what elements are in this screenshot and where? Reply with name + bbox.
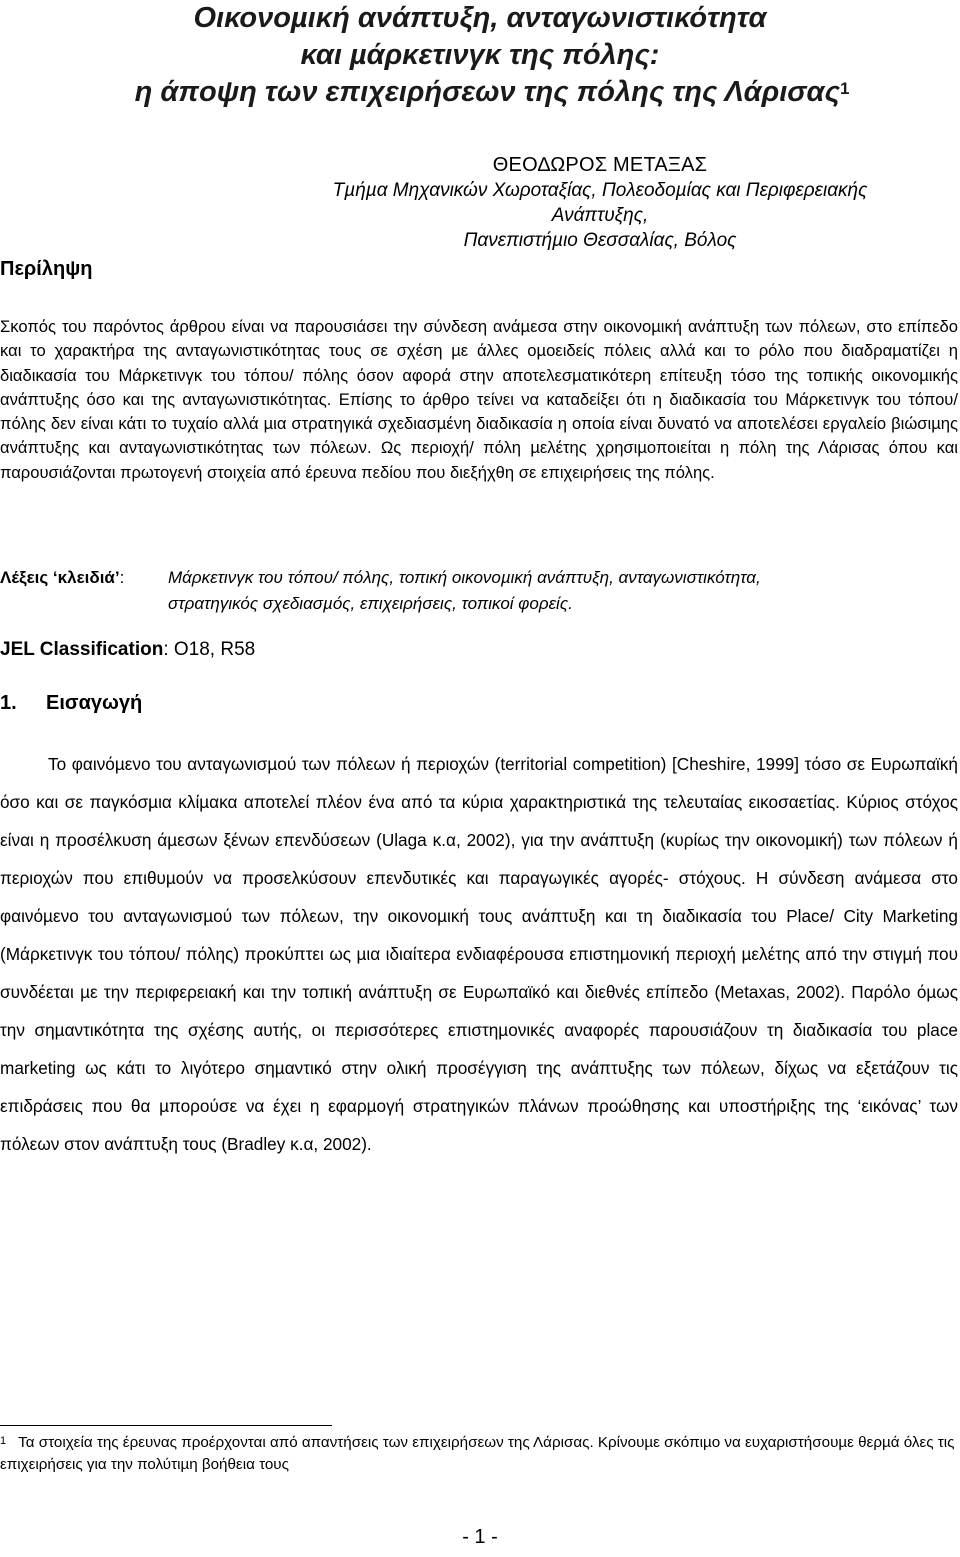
section-heading-introduction [0, 692, 142, 715]
title-line-3 [0, 74, 960, 111]
keywords-colon: : [119, 568, 125, 587]
keywords-label-group [0, 565, 168, 591]
keywords-label: Λέξεις ‘κλειδιά’ [0, 568, 120, 587]
section-title: Εισαγωγή [46, 692, 143, 714]
title-footnote-ref[interactable]: 1 [839, 79, 850, 98]
footnote [0, 1432, 958, 1476]
keywords-list-1: Μάρκετινγκ του τόπου/ πόλης, τοπική οικονοµική ανάπτυξη, ανταγωνιστικότητα, [168, 568, 761, 587]
keywords-line-1 [0, 565, 960, 591]
title-line-2: και µάρκετινγκ της πόλης: [300, 39, 660, 71]
author-affiliation-line-1: Τµήµα Μηχανικών Χωροταξίας, Πολεοδοµίας και Περιφερειακής Ανάπτυξης, [332, 180, 868, 226]
introduction-text [0, 745, 958, 1163]
title-line-3-text: η άποψη των επιχειρήσεων της πόλης της Λάρισας [134, 76, 840, 108]
jel-classification [0, 639, 255, 661]
section-number: 1. [0, 692, 17, 714]
abstract-heading: Περίληψη [0, 258, 93, 280]
footnote-text: Τα στοιχεία της έρευνας προέρχονται από απαντήσεις των επιχειρήσεων της Λάρισας. Κρίνουµε σκόπιµο να ευχαριστήσουµε θερµά όλες τις επιχειρήσεις για την πολύτιµη βοήθεια τους [0, 1434, 955, 1473]
abstract-text: Σκοπός του παρόντος άρθρου είναι να παρουσιάσει την σύνδεση ανάµεσα στην οικονοµική ανάπτυξη των πόλεων, στο επίπεδο και το χαρακτήρα της ανταγωνιστικότητας τους σε σχέση µε άλλες οµοειδείς πόλεις αλλά και το ρόλο που διαδραµατίζει η διαδικασία του Μάρκετινγκ του τόπου/ πόλης όσον αφορά στην αποτελεσµατικότερη επίτευξη τόσο της τοπικής οικονοµικής ανάπτυξης όσο και της ανταγωνιστικότητας. Επίσης το άρθρο τείνει να καταδείξει ότι η διαδικασία του Μάρκετινγκ του τόπου/ πόλης δεν είναι κάτι το τυχαίο αλλά µια στρατηγικά σχεδιασµένη διαδικασία η οποία είναι δυνατό να αποτελέσει εργαλείο βιώσιµης ανάπτυξης και ανταγωνιστικότητας των πόλεων. Ως περιοχή/ πόλη µελέτης χρησιµοποιείται η πόλη της Λάρισας όπου και παρουσιάζονται πρωτογενή στοιχεία από έρευνα πεδίου που διεξήχθη σε επιχειρήσεις της πόλης. [0, 317, 958, 482]
introduction-paragraph: Το φαινόµενο του ανταγωνισµού των πόλεων ή περιοχών (territorial competition) [Cheshire, 1999] τόσο σε Ευρωπαϊκή όσο και σε παγκόσµια κλίµακα αποτελεί πλέον ένα από τα κύρια χαρακτηριστικά της τελευταίας εικοσαετίας. Κύριος στόχος είναι η προσέλκυση άµεσων ξένων επενδύσεων (Ulaga κ.α, 2002), για την ανάπτυξη (κυρίως την οικονοµική) των πόλεων ή περιοχών που επιθυµούν να προσελκύσουν επενδυτικές και παραγωγικές αγορές- στόχους. Η σύνδεση ανάµεσα στο φαινόµενο του ανταγωνισµού των πόλεων, την οικονοµική τους ανάπτυξη και τη διαδικασία του Place/ City Marketing (Μάρκετινγκ του τόπου/ πόλης) προκύπτει ως µια ιδιαίτερα ενδιαφέρουσα επιστηµονική περιοχή µελέτης από την στιγµή που συνδέεται µε την περιφερειακή και την τοπική ανάπτυξη σε Ευρωπαϊκό και διεθνές επίπεδο (Metaxas, 2002). Παρόλο όµως την σηµαντικότητα της σχέσης αυτής, οι περισσότερες επιστηµονικές αναφορές παρουσιάζουν τη διαδικασία του place marketing ως κάτι το λιγότερο σηµαντικό στην ολική προσέγγιση της ανάπτυξης των πόλεων, δίχως να εξετάζουν τις επιδράσεις που θα µπορούσε να έχει η εφαρµογή στρατηγικών πλάνων προώθησης και υποστήριξης της ‘εικόνας’ των πόλεων στον ανάπτυξη τους (Bradley κ.α, 2002). [0, 754, 958, 1154]
page-number: - 1 - [462, 1526, 498, 1548]
keywords [0, 565, 960, 617]
author-affiliation-line-2: Πανεπιστήµιο Θεσσαλίας, Βόλος [463, 230, 737, 251]
author-block [310, 152, 890, 253]
footnote-mark: 1 [0, 1435, 7, 1447]
jel-label: JEL Classification [0, 639, 164, 660]
author-name: ΘΕΟ∆ΩΡΟΣ ΜΕΤΑΞΑΣ [492, 154, 708, 176]
title-line-1: Οικονοµική ανάπτυξη, ανταγωνιστικότητα [193, 2, 767, 34]
paper-title [0, 0, 960, 111]
keywords-line-2 [0, 591, 960, 617]
footnote-divider [0, 1425, 332, 1426]
keywords-list-2: στρατηγικός σχεδιασµός, επιχειρήσεις, τοπικοί φορείς. [168, 594, 573, 613]
jel-value: : O18, R58 [163, 639, 256, 660]
